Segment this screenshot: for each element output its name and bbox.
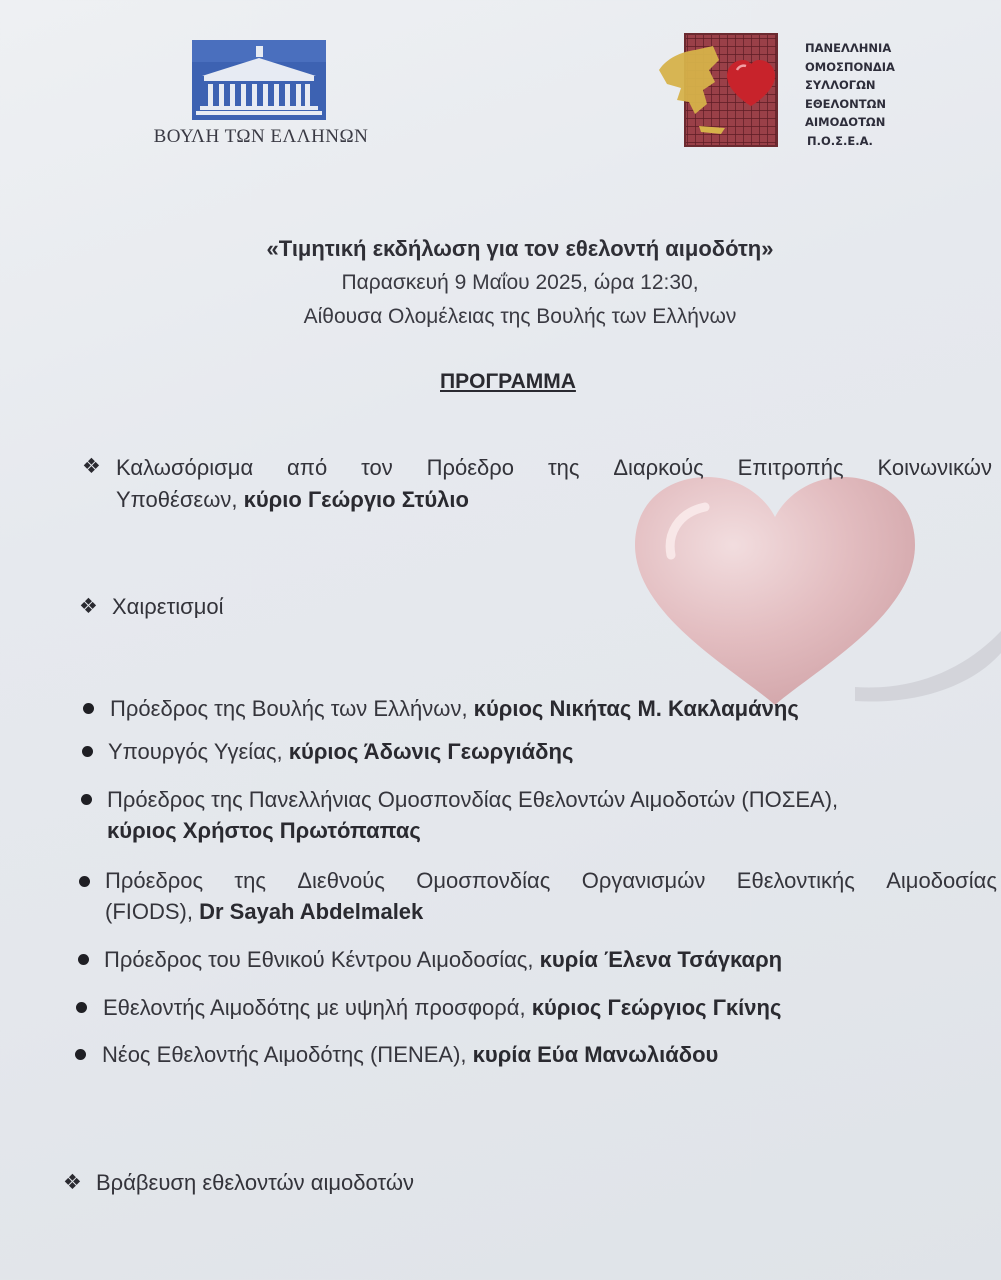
bullet-dot-icon — [83, 703, 94, 714]
awards-title: Βράβευση εθελοντών αιμοδοτών — [96, 1170, 414, 1195]
greeting-item: Νέος Εθελοντής Αιμοδότης (ΠΕΝΕΑ), κυρία Εύα Μανωλιάδου — [102, 1042, 719, 1067]
four-diamond-bullet-icon: ❖ — [82, 455, 101, 478]
welcome-line-2: Υποθέσεων, κύριο Γεώργιο Στύλιο — [116, 487, 469, 512]
welcome-item — [116, 452, 992, 516]
bullet-dot-icon — [81, 794, 92, 805]
greeting-item: Πρόεδρος της Διεθνούς Ομοσπονδίας Οργανισμών Εθελοντικής Αιμοδοσίας (FIODS), Dr Sayah Abdelmalek — [105, 868, 997, 924]
program-title: ΠΡΟΓΡΑΜΜΑ — [440, 370, 576, 393]
bullet-dot-icon — [75, 1049, 86, 1060]
greeting-item: Πρόεδρος της Βουλής των Ελλήνων, κύριος Νικήτας Μ. Κακλαμάνης — [110, 696, 799, 721]
event-title: «Τιμητική εκδήλωση για τον εθελοντή αιμοδότη» — [266, 236, 774, 261]
event-venue: Αίθουσα Ολομέλειας της Βουλής των Ελλήνων — [303, 305, 737, 328]
parliament-logo — [146, 40, 376, 150]
greetings-title: Χαιρετισμοί — [112, 594, 224, 619]
event-date: Παρασκευή 9 Μαΐου 2025, ώρα 12:30, — [341, 271, 699, 294]
greeting-item: Πρόεδρος του Εθνικού Κέντρου Αιμοδοσίας, κυρία Έλενα Τσάγκαρη — [104, 947, 783, 972]
posea-logo — [655, 30, 915, 155]
four-diamond-bullet-icon: ❖ — [79, 595, 98, 618]
welcome-line-1: Καλωσόρισμα από τον Πρόεδρο της Διαρκούς Επιτροπής Κοινωνικών — [116, 455, 992, 480]
greeting-item: Υπουργός Υγείας, κύριος Άδωνις Γεωργιάδης — [108, 739, 574, 764]
bullet-dot-icon — [79, 876, 90, 887]
four-diamond-bullet-icon: ❖ — [63, 1171, 82, 1194]
posea-name: ΠΑΝΕΛΛΗΝΙΑ ΟΜΟΣΠΟΝΔΙΑ ΣΥΛΛΟΓΩΝ ΕΘΕΛΟΝΤΩΝ ΑΙΜΟΔΟΤΩΝ Π.Ο.Σ.Ε.Α. — [805, 41, 895, 148]
greece-map-heart-icon — [655, 30, 785, 152]
parliament-building-icon — [192, 40, 326, 120]
bullet-dot-icon — [78, 954, 89, 965]
event-heading — [0, 234, 1001, 332]
greeting-item: Πρόεδρος της Πανελλήνιας Ομοσπονδίας Εθελοντών Αιμοδοτών (ΠΟΣΕΑ), κύριος Χρήστος Πρωτόπαπας — [107, 787, 839, 843]
greeting-item: Εθελοντής Αιμοδότης με υψηλή προσφορά, κύριος Γεώργιος Γκίνης — [103, 995, 782, 1020]
bullet-dot-icon — [76, 1002, 87, 1013]
bullet-dot-icon — [82, 746, 93, 757]
parliament-name: ΒΟΥΛΗ ΤΩΝ ΕΛΛΗΝΩΝ — [153, 126, 369, 147]
